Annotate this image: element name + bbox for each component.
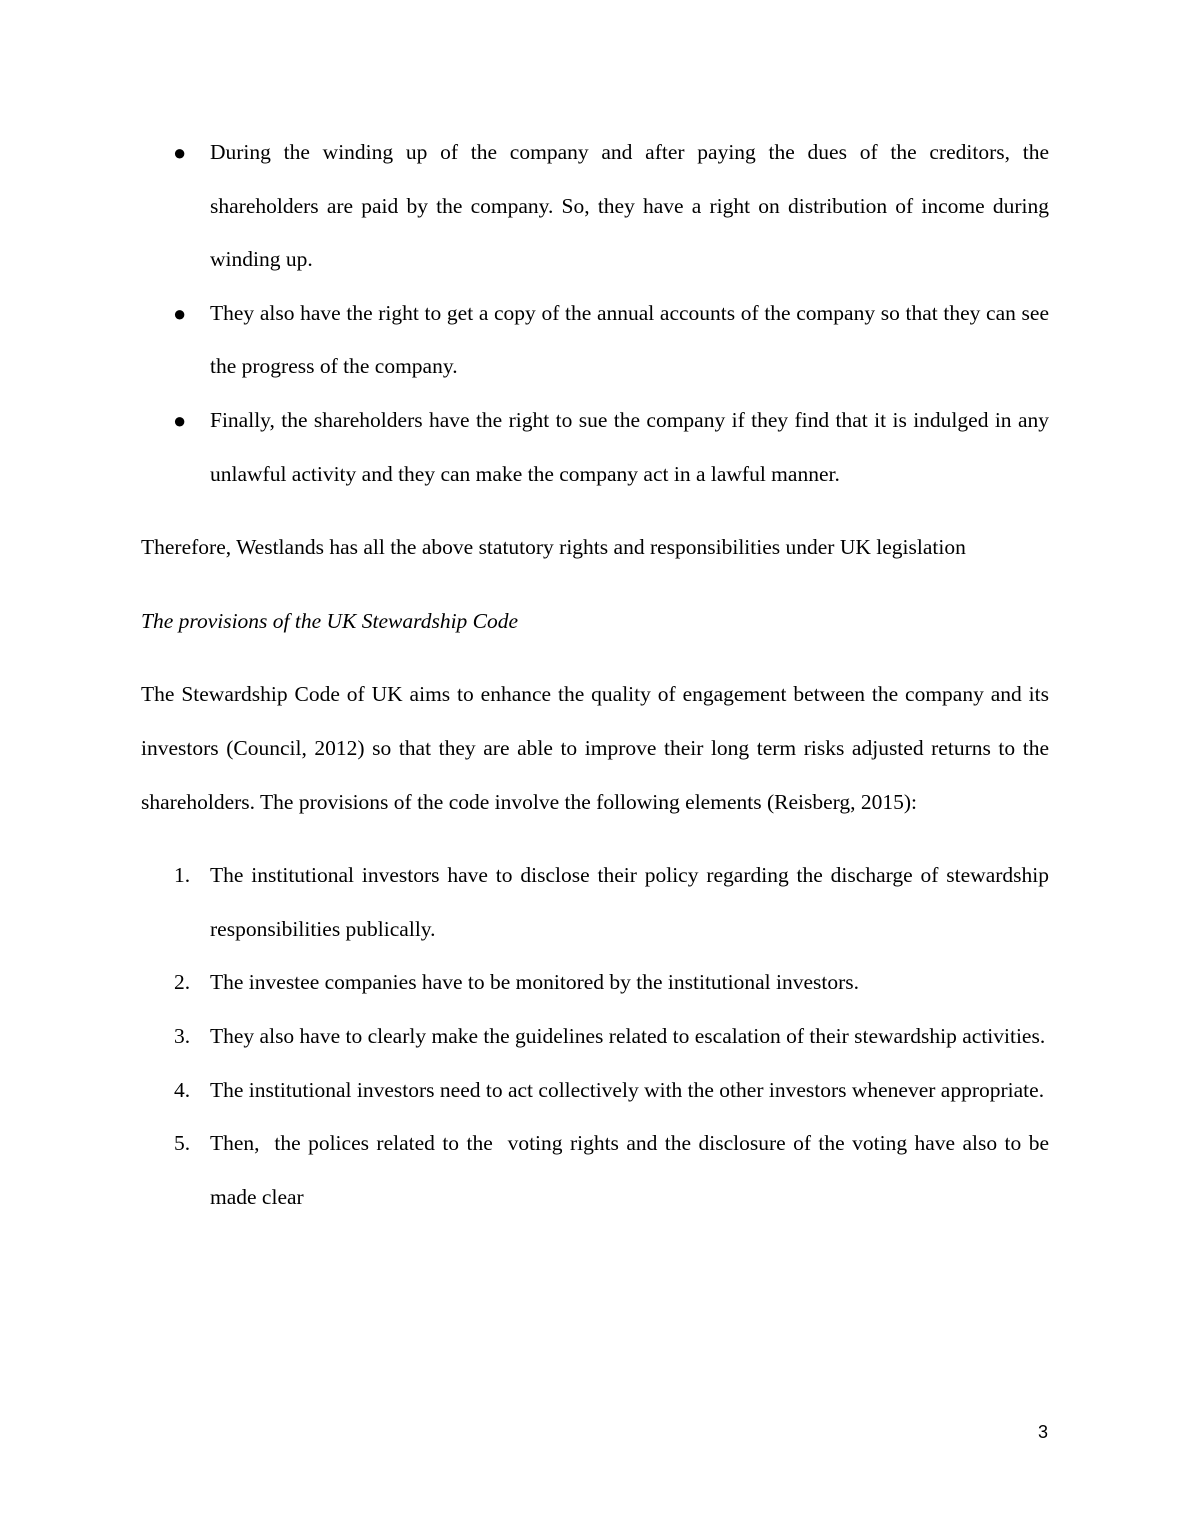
bullet-item-right-to-sue	[141, 394, 1049, 501]
list-number: 5.	[174, 1131, 191, 1156]
list-number: 1.	[174, 863, 191, 888]
bullet-text: Finally, the shareholders have the right to sue the company if they find that it is indulged in any unlawful activity and they can make the company act in a lawful manner.	[210, 407, 1049, 486]
provision-text: They also have to clearly make the guidelines related to escalation of their stewardship activities.	[210, 1023, 1046, 1048]
bullet-item-annual-accounts	[141, 287, 1049, 394]
page-number: 3	[1038, 1422, 1049, 1442]
bullet-icon: ●	[173, 300, 187, 326]
list-number: 4.	[174, 1077, 191, 1102]
rights-bullet-list	[141, 126, 1049, 501]
page-content	[141, 126, 1055, 1224]
provision-text: The institutional investors need to act collectively with the other investors whenever appropriate.	[210, 1077, 1045, 1102]
section-heading: The provisions of the UK Stewardship Code	[141, 608, 519, 633]
provision-item-3	[141, 1010, 1049, 1064]
provisions-numbered-list	[141, 849, 1055, 1224]
bullet-icon: ●	[173, 140, 187, 165]
intro-paragraph: The Stewardship Code of UK aims to enhance the quality of engagement between the company and its investors (Council, 2012) so that they are able to improve their long term risks adjusted returns to the shareholders. The provisions of the code involve the following elements (Reisberg, 2015):	[141, 682, 1049, 814]
bullet-text: During the winding up of the company and after paying the dues of the creditors, the shareholders are paid by the company. So, they have a right on distribution of income during winding up.	[210, 140, 1049, 272]
conclusion-paragraph: Therefore, Westlands has all the above statutory rights and responsibilities under UK legislation	[141, 535, 966, 560]
list-number: 2.	[174, 970, 191, 995]
provision-text: Then, the polices related to the voting rights and the disclosure of the voting have also to be made clear	[210, 1131, 1055, 1209]
provision-text: The institutional investors have to disclose their policy regarding the discharge of stewardship responsibilities publically.	[210, 863, 1049, 941]
provision-item-1	[141, 849, 1049, 956]
bullet-icon: ●	[173, 407, 187, 433]
bullet-text: They also have the right to get a copy of the annual accounts of the company so that they can see the progress of the company.	[210, 300, 1049, 379]
provision-item-4	[141, 1064, 1049, 1118]
provision-item-5	[141, 1117, 1055, 1224]
provision-text: The investee companies have to be monitored by the institutional investors.	[210, 970, 860, 995]
provision-item-2	[141, 956, 1049, 1010]
list-number: 3.	[174, 1023, 191, 1048]
bullet-item-winding-up	[141, 126, 1049, 287]
